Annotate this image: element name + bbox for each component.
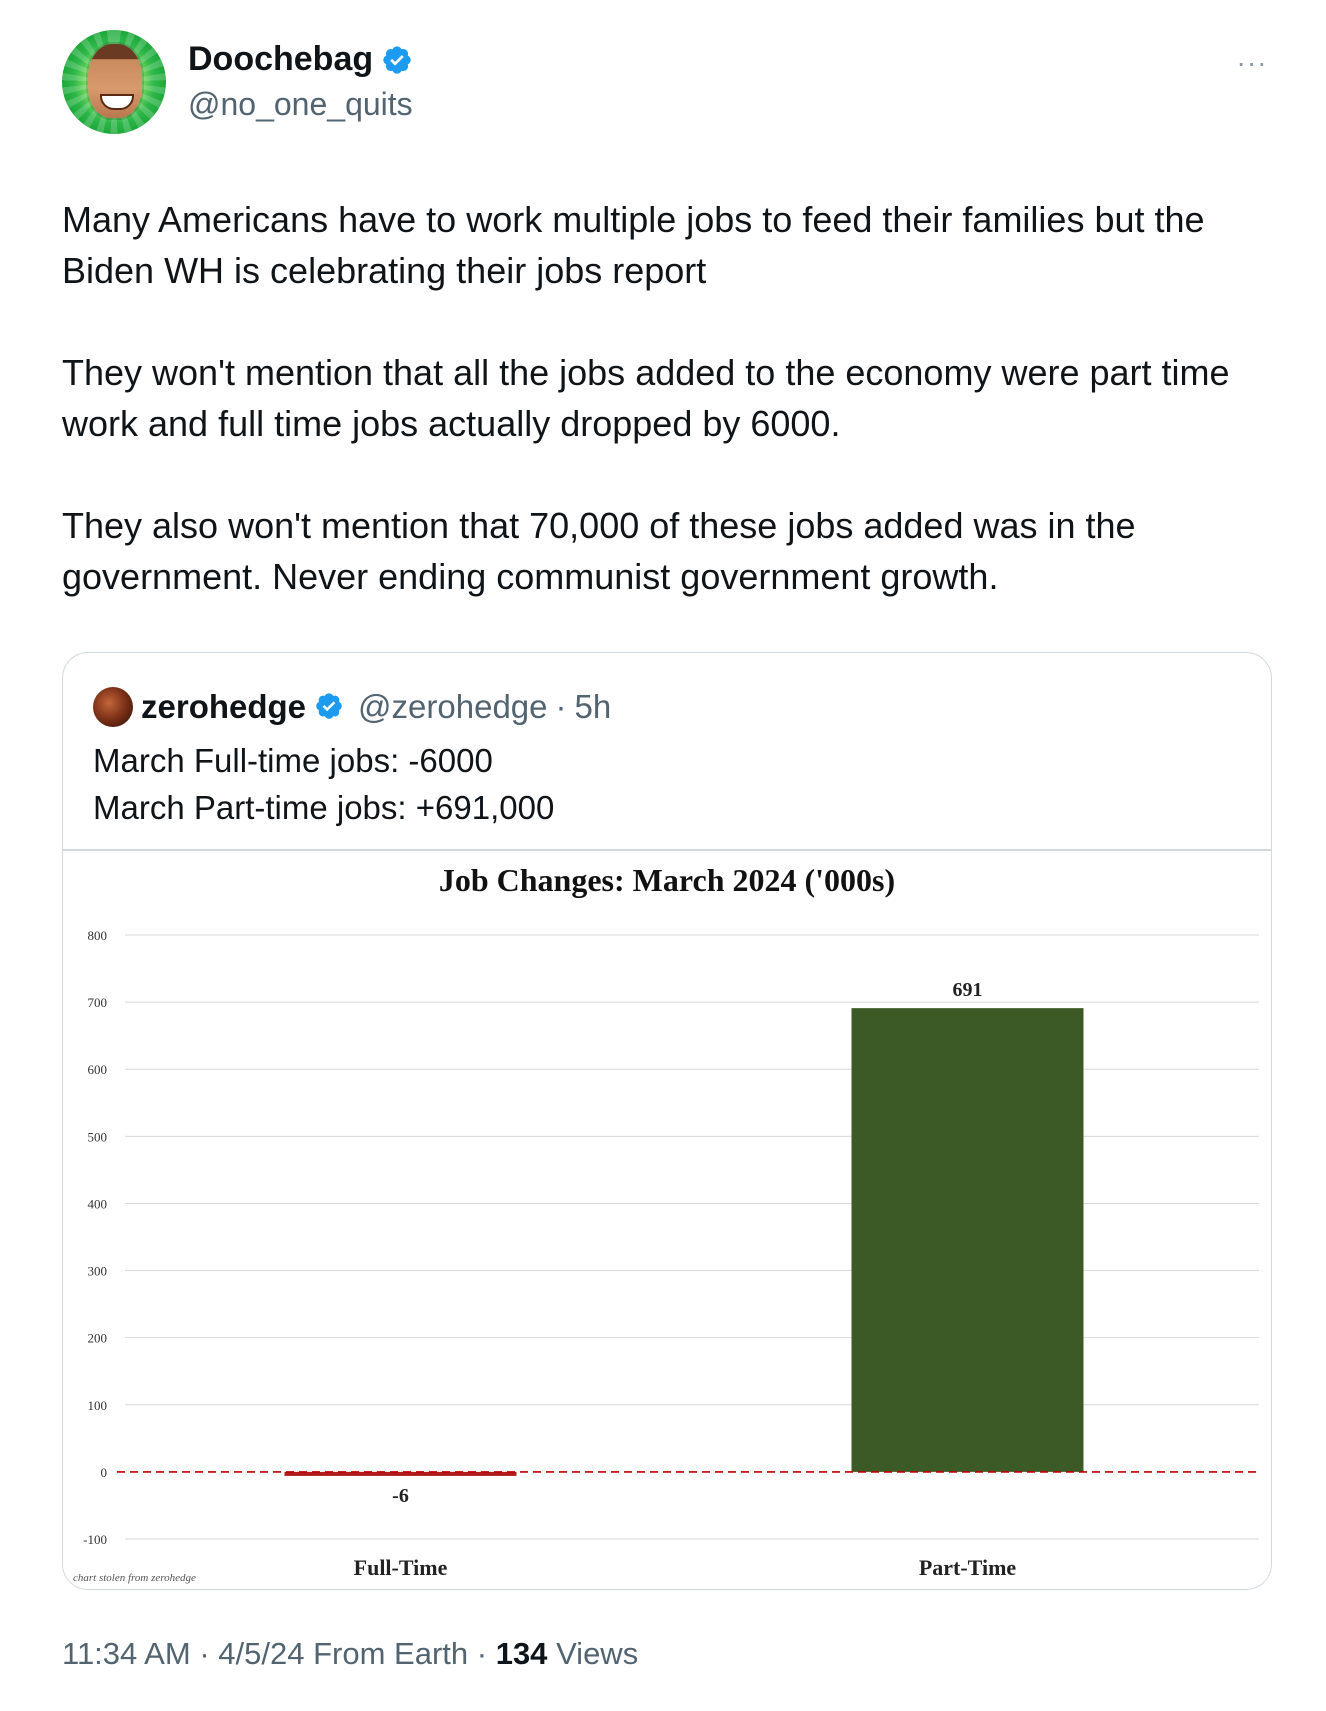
tweet-paragraph-3: They also won't mention that 70,000 of these jobs added was in the government. Never ending communist government growth. bbox=[62, 505, 1136, 597]
author-display-name[interactable]: Doochebag bbox=[188, 40, 374, 78]
quoted-text bbox=[93, 737, 554, 831]
quoted-separator: · bbox=[555, 688, 567, 725]
tweet-date[interactable]: 4/5/24 bbox=[218, 1636, 305, 1671]
author-avatar[interactable] bbox=[62, 30, 166, 134]
bar-part-time bbox=[852, 1008, 1084, 1472]
y-tick-label: 200 bbox=[87, 1330, 107, 1346]
y-tick-label: -100 bbox=[83, 1532, 107, 1547]
y-tick-label: 800 bbox=[87, 928, 107, 943]
more-options-icon[interactable]: ··· bbox=[1236, 47, 1268, 78]
quoted-timestamp[interactable]: 5h bbox=[574, 688, 612, 725]
views-label: Views bbox=[556, 1636, 639, 1671]
tweet-meta bbox=[62, 1636, 638, 1672]
chart-watermark: chart stolen from zerohedge bbox=[73, 1572, 196, 1584]
meta-separator-1: · bbox=[199, 1636, 210, 1671]
tweet-paragraph-2: They won't mention that all the jobs added to the economy were part time work and full time jobs actually dropped by 6000. bbox=[62, 352, 1230, 444]
tweet-text bbox=[62, 194, 1262, 653]
y-tick-label: 0 bbox=[100, 1464, 107, 1480]
chart-image[interactable] bbox=[63, 851, 1271, 1589]
quoted-line-1: March Full-time jobs: -6000 bbox=[93, 742, 493, 779]
y-tick-label: 400 bbox=[87, 1196, 107, 1212]
y-tick-label: 700 bbox=[87, 995, 107, 1011]
author-handle[interactable]: @no_one_quits bbox=[188, 86, 413, 122]
quoted-verified-badge-icon bbox=[314, 691, 346, 723]
chart-title: Job Changes: March 2024 ('000s) bbox=[438, 862, 896, 898]
author-name-row bbox=[188, 40, 413, 79]
y-tick-label: 300 bbox=[87, 1263, 107, 1279]
tweet-source: From Earth bbox=[313, 1636, 469, 1671]
y-tick-label: 100 bbox=[87, 1397, 107, 1413]
data-label: -6 bbox=[392, 1484, 409, 1507]
views-count: 134 bbox=[495, 1636, 548, 1671]
meta-separator-2: · bbox=[476, 1636, 488, 1671]
tweet-paragraph-1: Many Americans have to work multiple jobs to feed their families but the Biden WH is celebrating their jobs report bbox=[62, 199, 1205, 291]
quoted-avatar[interactable] bbox=[93, 687, 133, 727]
quoted-line-2: March Part-time jobs: +691,000 bbox=[93, 789, 555, 826]
verified-badge-icon bbox=[381, 44, 413, 76]
x-tick-label: Part-Time bbox=[918, 1555, 1017, 1580]
bar-chart bbox=[63, 851, 1271, 1589]
y-tick-label: 600 bbox=[87, 1062, 107, 1078]
data-label: 691 bbox=[952, 979, 983, 1002]
y-tick-label: 500 bbox=[87, 1129, 107, 1145]
quoted-tweet-card[interactable] bbox=[62, 652, 1272, 1590]
x-tick-label: Full-Time bbox=[353, 1555, 448, 1580]
quoted-header bbox=[93, 687, 611, 727]
tweet-time[interactable]: 11:34 AM bbox=[62, 1636, 191, 1671]
quoted-handle[interactable]: @zerohedge bbox=[358, 688, 548, 725]
quoted-display-name[interactable]: zerohedge bbox=[141, 688, 307, 725]
